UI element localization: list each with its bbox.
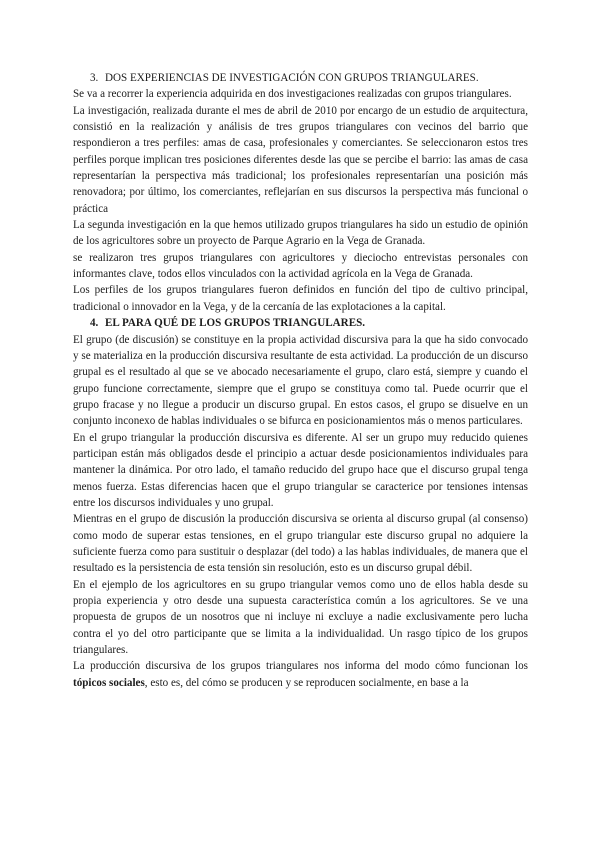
section-4-paragraph-4: En el ejemplo de los agricultores en su grupo triangular vemos como uno de ellos habla desde su propia experiencia y otro desde una supuesta característica común a los agricultores. Se ve una propuesta de grupos de un nosotros que ni incluye ni excluye a nadie exclusivamente pero lucha contra el yo del otro participante que se limita a la individualidad. Un rasgo típico de los grupos triangulares. xyxy=(73,578,528,657)
section-3-title: DOS EXPERIENCIAS DE INVESTIGACIÓN CON GRUPOS TRIANGULARES. xyxy=(105,72,479,84)
section-4-paragraph-1: El grupo (de discusión) se constituye en la propia actividad discursiva para la que ha sido convocado y se materializa en la producción discursiva resultante de esta actividad. La producción de un discurso grupal es el resultado al que se ve abocado necesariamente el grupo, claro está, siempre y cuando el grupo funcione correctamente, siempre que el grupo se constituya como tal. Puede ocurrir que el grupo fracase y no llegue a producir un discurso grupal. En estos casos, el grupo se disuelve en un conjunto inconexo de hablas individuales o se bifurca en posicionamientos más o menos particulares. xyxy=(73,333,528,428)
section-4-number: 4. xyxy=(90,317,99,330)
section-3-number: 3. xyxy=(90,72,99,84)
section-3-paragraph-3: La segunda investigación en la que hemos utilizado grupos triangulares ha sido un estudio de opinión de los agricultores sobre un proyecto de Parque Agrario en la Vega de Granada. xyxy=(73,219,528,248)
section-4-title: EL PARA QUÉ DE LOS GRUPOS TRIANGULARES. xyxy=(105,317,366,330)
section-4-paragraph-3: Mientras en el grupo de discusión la producción discursiva se orienta al discurso grupal (al consenso) como modo de superar estas tensiones, en el grupo triangular este discurso grupal no adquiere la suficiente fuerza como para sustituir o desplazar (del todo) a las hablas individuales, de manera que el resultado es la persistencia de esta tensión sin resolución, esto es un discurso grupal débil. xyxy=(73,513,528,575)
section-4-paragraph-2: En el grupo triangular la producción discursiva es diferente. Al ser un grupo muy reducido quienes participan están más obligados desde el principio a actuar desde posicionamientos individuales para mantener la dinámica. Por otro lado, el tamaño reducido del grupo hace que el discurso grupal tenga menos fuerza. Estas diferencias hacen que el grupo triangular se caracterice por tensiones intensas entre los discursos individuales y uno grupal. xyxy=(73,431,528,509)
section-3-heading xyxy=(73,70,528,86)
section-4-paragraph-5 xyxy=(73,658,528,691)
section-4-heading xyxy=(73,315,528,331)
section-3-paragraph-2: La investigación, realizada durante el mes de abril de 2010 por encargo de un estudio de arquitectura, consistió en la realización y análisis de tres grupos triangulares con vecinos del barrio que respondieron a tres perfiles: amas de casa, profesionales y comerciantes. Se seleccionaron estos tres perfiles porque implican tres posiciones diferentes desde las que se percibe el barrio: las amas de casa representarían la perspectiva más tradicional; los profesionales representarían una posición más renovadora; por último, los comerciantes, reflejarían en sus discursos la perspectiva más funcional o práctica xyxy=(73,104,528,215)
topicos-sociales-bold: tópicos sociales xyxy=(73,676,145,689)
section-3-paragraph-4: se realizaron tres grupos triangulares con agricultores y dieciocho entrevistas personales con informantes clave, todos ellos vinculados con la actividad agrícola en la Vega de Granada. xyxy=(73,251,528,281)
last-paragraph-end: , esto es, del cómo se producen y se reproducen socialmente, en base a la xyxy=(144,676,469,689)
section-3-paragraph-1: Se va a recorrer la experiencia adquirida en dos investigaciones realizadas con grupos triangulares. xyxy=(73,88,512,101)
section-3-paragraph-5: Los perfiles de los grupos triangulares fueron definidos en función del tipo de cultivo principal, tradicional o innovador en la Vega, y de la cercanía de las explotaciones a la capital. xyxy=(73,284,528,313)
last-paragraph-start: La producción discursiva de los grupos triangulares nos informa del modo cómo funcionan los xyxy=(73,660,528,673)
document-page xyxy=(73,70,528,691)
